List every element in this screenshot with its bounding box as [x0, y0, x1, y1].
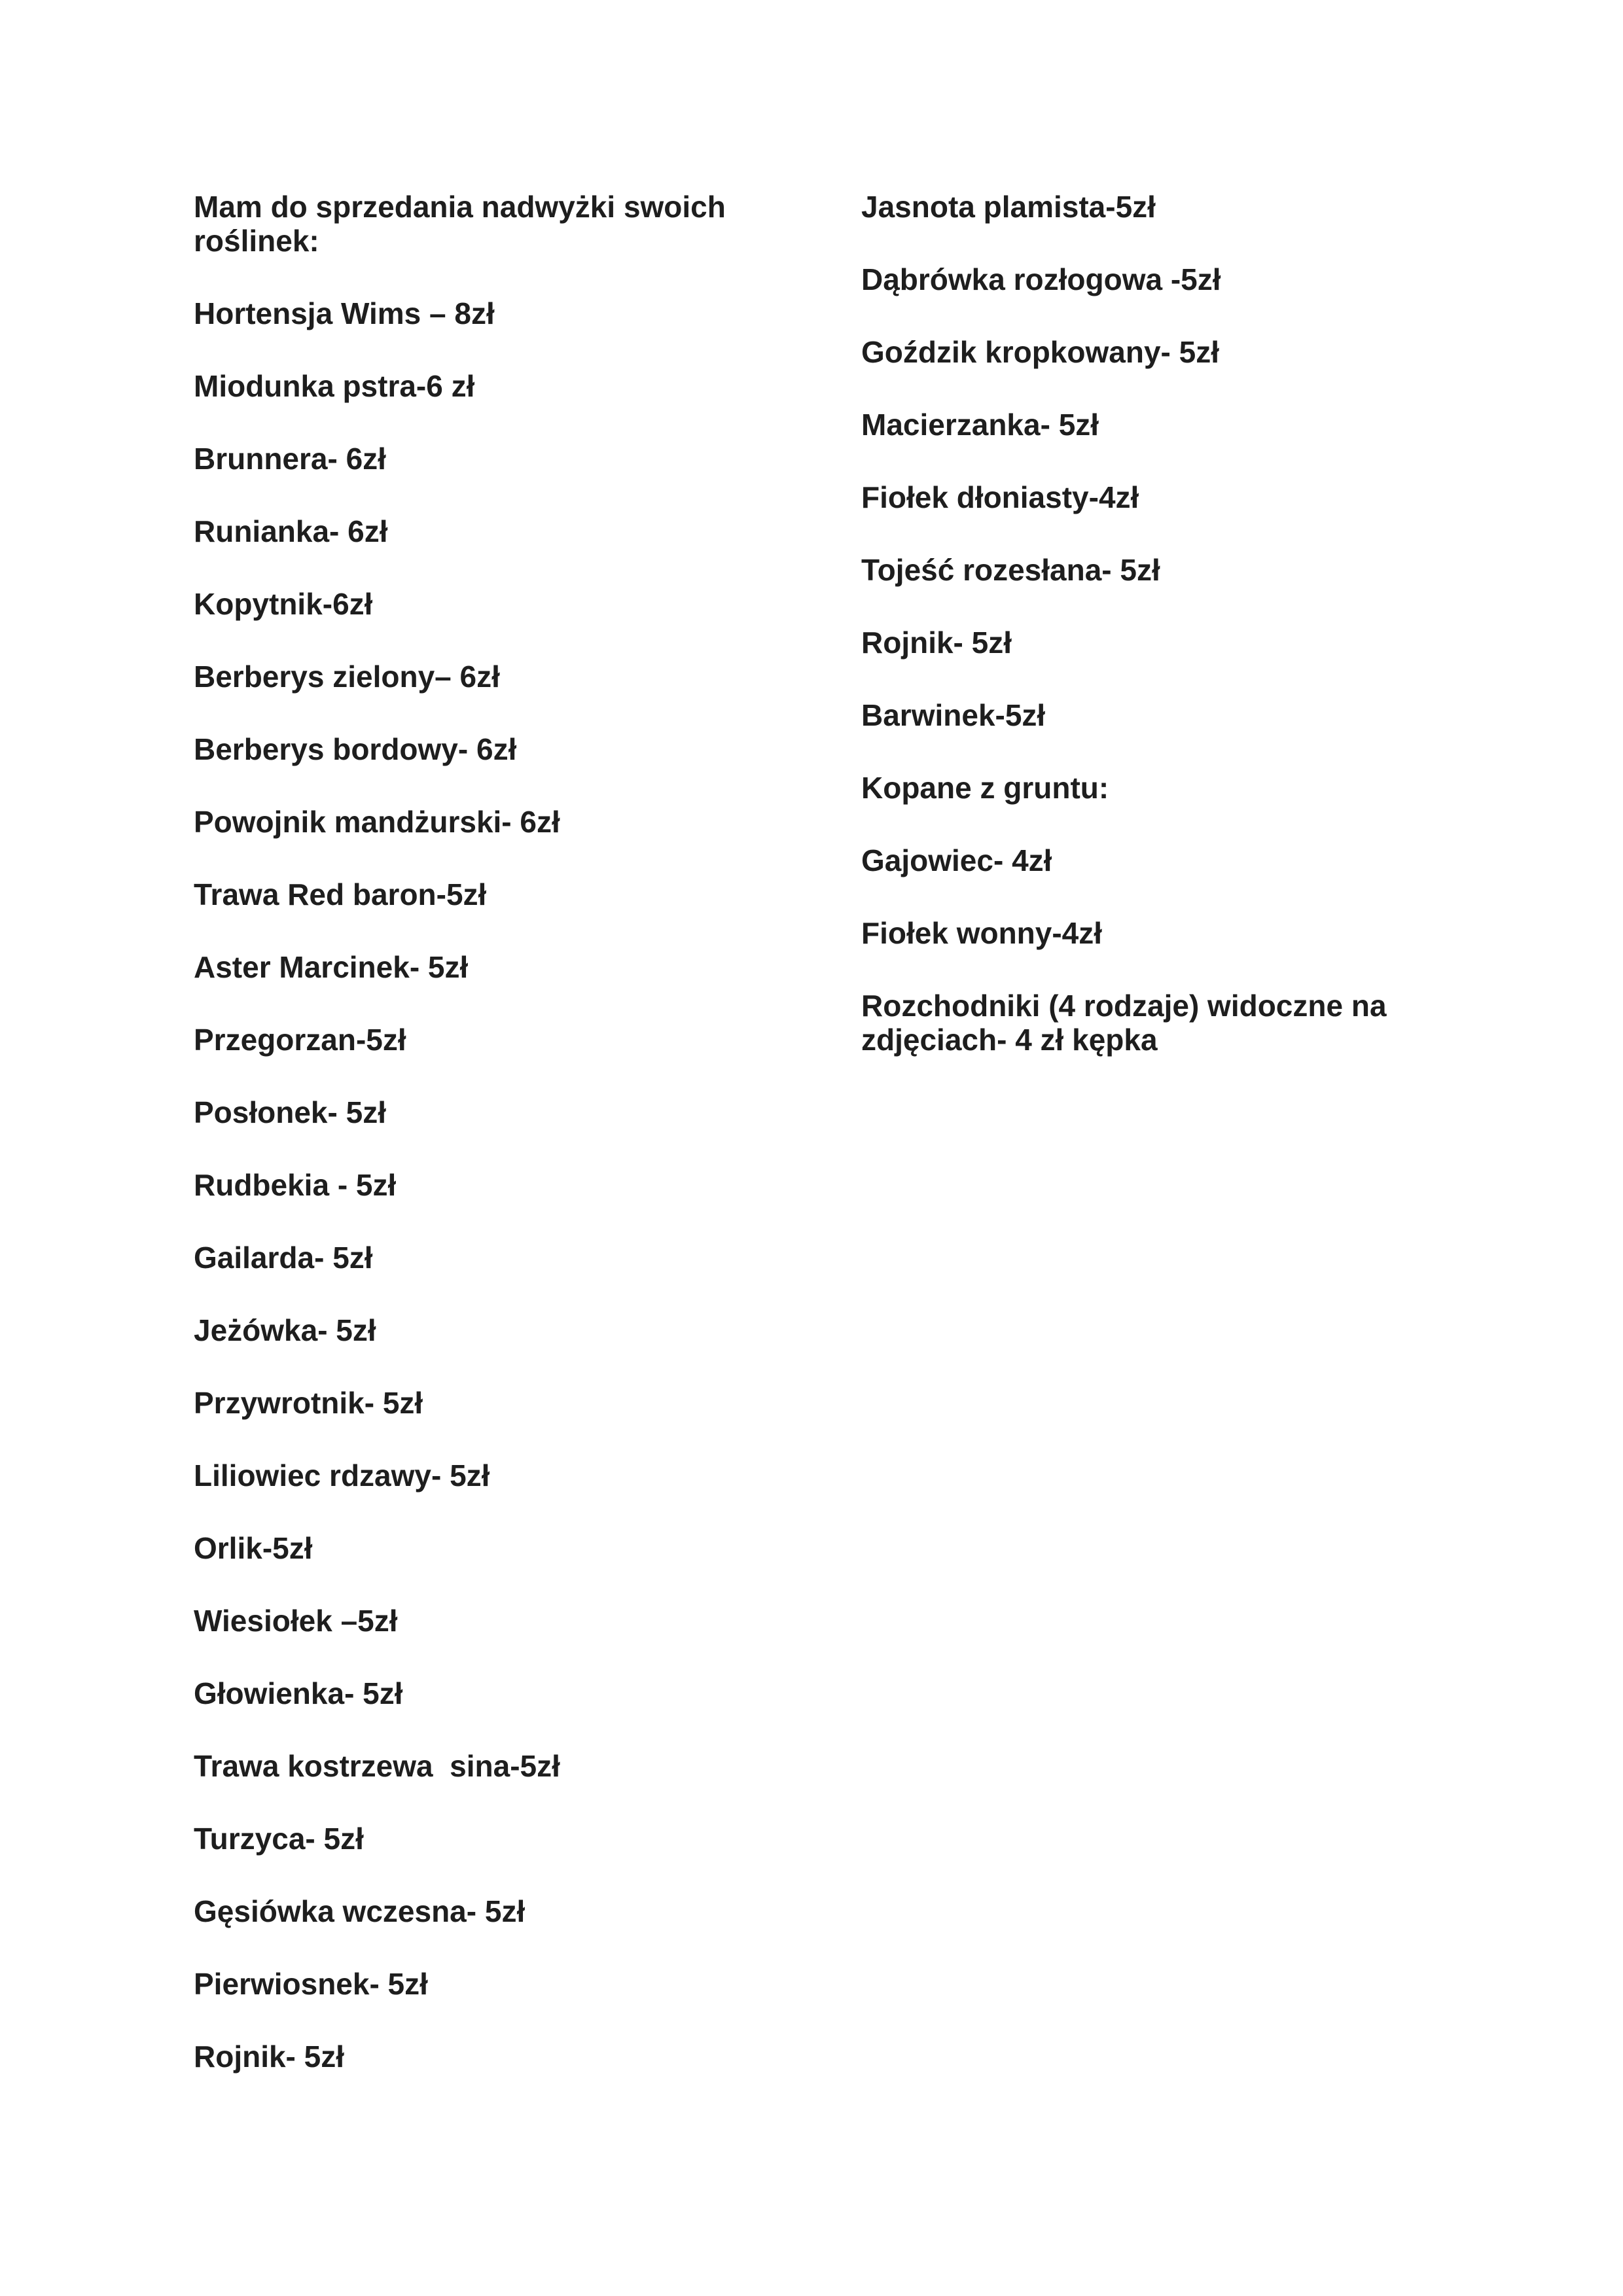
list-item: Orlik-5zł — [194, 1531, 313, 1565]
list-item: Wiesiołek –5zł — [194, 1604, 398, 1638]
list-item: Powojnik mandżurski- 6zł — [194, 805, 560, 839]
list-item: Gajowiec- 4zł — [861, 843, 1052, 877]
list-item: Trawa kostrzewa sina-5zł — [194, 1749, 560, 1783]
list-item: Berberys zielony– 6zł — [194, 660, 500, 694]
list-item: Turzyca- 5zł — [194, 1822, 364, 1856]
list-item: Trawa Red baron-5zł — [194, 877, 487, 911]
list-item: Berberys bordowy- 6zł — [194, 732, 517, 766]
list-item: Rojnik- 5zł — [194, 2040, 345, 2074]
list-item: Dąbrówka rozłogowa -5zł — [861, 262, 1221, 296]
list-item: Aster Marcinek- 5zł — [194, 950, 469, 984]
list-item: Rudbekia - 5zł — [194, 1168, 397, 1202]
list-item: Przegorzan-5zł — [194, 1023, 406, 1057]
list-item: Posłonek- 5zł — [194, 1095, 386, 1129]
list-item: Runianka- 6zł — [194, 514, 388, 548]
list-item: Fiołek dłoniasty-4zł — [861, 480, 1139, 514]
list-item: Fiołek wonny-4zł — [861, 916, 1103, 950]
list-item: Tojeść rozesłana- 5zł — [861, 553, 1160, 587]
right-column — [861, 190, 1450, 1095]
list-item: Głowienka- 5zł — [194, 1676, 403, 1710]
list-item: Jasnota plamista-5zł — [861, 190, 1156, 224]
list-item: Goździk kropkowany- 5zł — [861, 335, 1219, 369]
list-item: Hortensja Wims – 8zł — [194, 296, 495, 330]
list-item: Liliowiec rdzawy- 5zł — [194, 1458, 490, 1492]
list-item: Przywrotnik- 5zł — [194, 1386, 423, 1420]
left-column — [194, 190, 770, 2112]
list-item: Rojnik- 5zł — [861, 626, 1012, 660]
list-item: Pierwiosnek- 5zł — [194, 1967, 428, 2001]
list-item: Jeżówka- 5zł — [194, 1313, 376, 1347]
list-item: Gailarda- 5zł — [194, 1241, 373, 1275]
list-item: Rozchodniki (4 rodzaje) widoczne na zdjęciach- 4 zł kępka — [861, 989, 1395, 1057]
list-item: Miodunka pstra-6 zł — [194, 369, 475, 403]
list-item: Macierzanka- 5zł — [861, 408, 1099, 442]
intro-text: Mam do sprzedania nadwyżki swoich roślinek: — [194, 190, 734, 258]
section-heading: Kopane z gruntu: — [861, 771, 1109, 805]
list-item: Kopytnik-6zł — [194, 587, 373, 621]
list-item: Gęsiówka wczesna- 5zł — [194, 1894, 526, 1928]
list-item: Barwinek-5zł — [861, 698, 1046, 732]
list-item: Brunnera- 6zł — [194, 442, 386, 476]
